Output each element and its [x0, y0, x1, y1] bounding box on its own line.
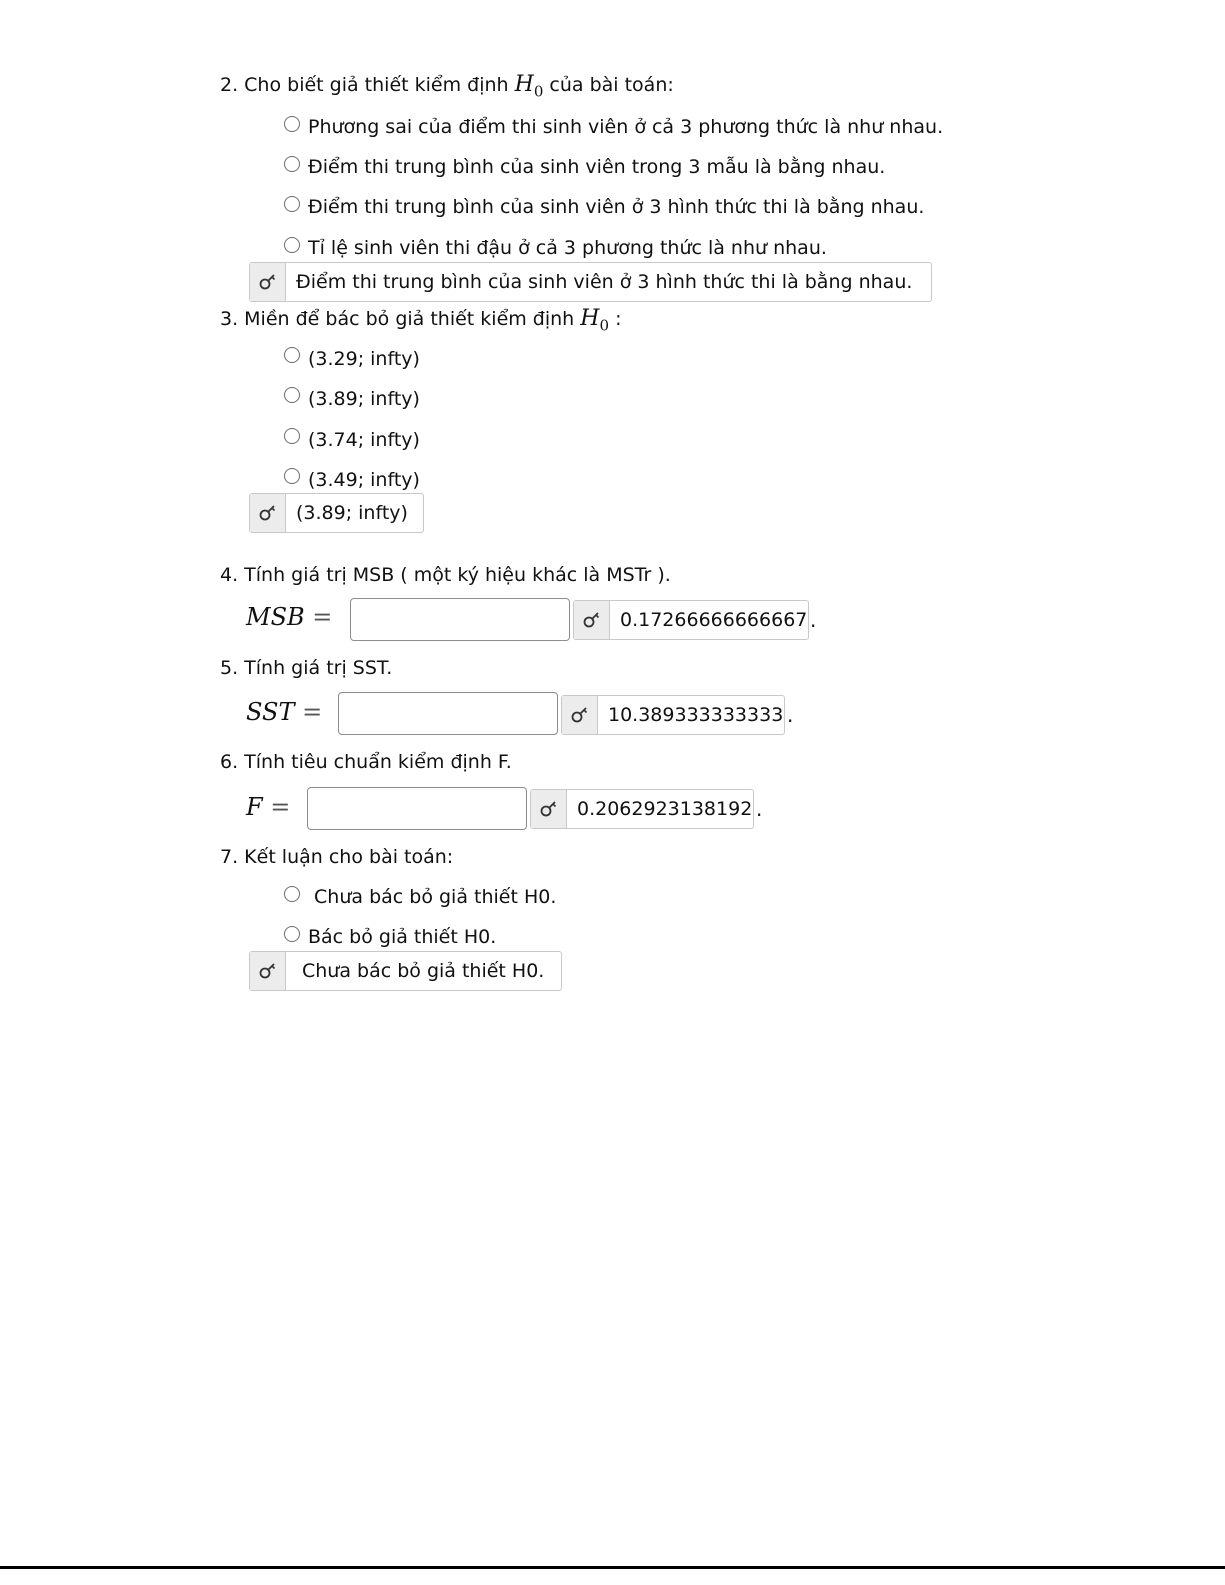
f-answer-box — [530, 789, 754, 829]
q3-option-3-label: (3.74; infty) — [308, 429, 420, 451]
q2-option-3-radio[interactable] — [284, 196, 300, 212]
key-icon[interactable] — [574, 601, 610, 639]
f-period: . — [756, 797, 763, 821]
key-icon[interactable] — [562, 696, 598, 734]
q2-option-2-label: Điểm thi trung bình của sinh viên trong 3 mẫu là bằng nhau. — [308, 156, 886, 178]
q7-option-1-label: Chưa bác bỏ giả thiết H0. — [308, 886, 557, 908]
h0-math: $H_0$ — [514, 72, 544, 101]
q2-answer-text: Điểm thi trung bình của sinh viên ở 3 hình thức thi là bằng nhau. — [296, 271, 913, 293]
q3-title: 3. Miền để bác bỏ giả thiết kiểm định $H_0$ : — [220, 306, 622, 335]
sst-input[interactable] — [338, 692, 558, 735]
q3-answer-box — [249, 493, 424, 533]
q6-title: 6. Tính tiêu chuẩn kiểm định F. — [220, 751, 512, 773]
q2-option-2-radio[interactable] — [284, 156, 300, 172]
q4-title: 4. Tính giá trị MSB ( một ký hiệu khác là MSTr ). — [220, 564, 671, 586]
key-icon[interactable] — [250, 494, 286, 532]
sst-label: SST = — [246, 698, 323, 726]
key-icon[interactable] — [250, 263, 286, 301]
sst-answer-box — [561, 695, 785, 735]
q3-option-4-label: (3.49; infty) — [308, 469, 420, 491]
msb-period: . — [810, 608, 817, 632]
q3-option-1-radio[interactable] — [284, 347, 300, 363]
f-answer-text: 0.2062923138192 — [577, 798, 753, 820]
f-input[interactable] — [307, 787, 527, 830]
f-label: F = — [246, 793, 291, 821]
sst-answer-text: 10.389333333333 — [608, 704, 784, 726]
q7-option-2-label: Bác bỏ giả thiết H0. — [308, 926, 497, 948]
h0-math: $H_0$ — [580, 306, 610, 335]
msb-answer-text: 0.17266666666667 — [620, 609, 808, 631]
q3-option-1-label: (3.29; infty) — [308, 348, 420, 370]
q7-answer-box — [249, 951, 562, 991]
q2-option-1-radio[interactable] — [284, 116, 300, 132]
msb-label: MSB = — [246, 603, 333, 631]
q2-option-1-label: Phương sai của điểm thi sinh viên ở cả 3 phương thức là như nhau. — [308, 116, 944, 138]
q7-option-2-radio[interactable] — [284, 926, 300, 942]
q7-answer-text: Chưa bác bỏ giả thiết H0. — [302, 960, 545, 982]
q2-answer-box — [249, 262, 932, 302]
q2-option-4-label: Tỉ lệ sinh viên thi đậu ở cả 3 phương thức là như nhau. — [308, 237, 827, 259]
q2-option-3-label: Điểm thi trung bình của sinh viên ở 3 hình thức thi là bằng nhau. — [308, 196, 925, 218]
q5-title: 5. Tính giá trị SST. — [220, 657, 393, 679]
q7-title: 7. Kết luận cho bài toán: — [220, 846, 454, 868]
key-icon[interactable] — [531, 790, 567, 828]
msb-answer-box — [573, 600, 809, 640]
q3-option-3-radio[interactable] — [284, 428, 300, 444]
msb-input[interactable] — [350, 598, 570, 641]
q7-option-1-radio[interactable] — [284, 886, 300, 902]
key-icon[interactable] — [250, 952, 286, 990]
q2-title: 2. Cho biết giả thiết kiểm định $H_0$ của bài toán: — [220, 72, 674, 101]
sst-period: . — [787, 703, 794, 727]
q3-option-2-radio[interactable] — [284, 387, 300, 403]
q2-option-4-radio[interactable] — [284, 237, 300, 253]
page-bottom-border — [0, 1566, 1225, 1569]
q3-option-2-label: (3.89; infty) — [308, 388, 420, 410]
q3-answer-text: (3.89; infty) — [296, 502, 408, 524]
q3-option-4-radio[interactable] — [284, 468, 300, 484]
